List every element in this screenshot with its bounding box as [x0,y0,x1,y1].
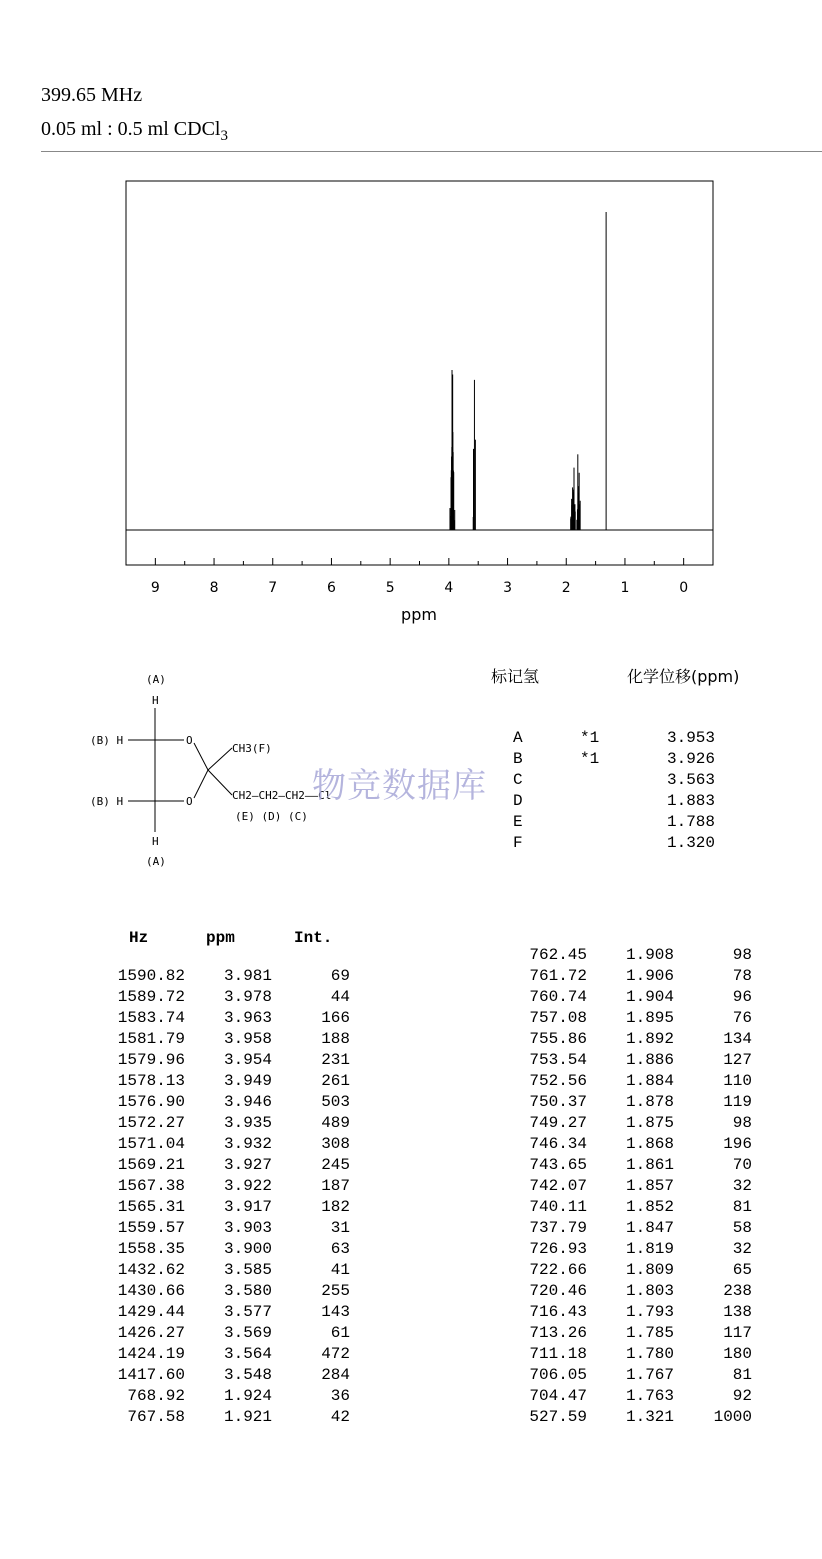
peak-hz: 726.93 [529,1240,587,1258]
peak-intensity: 143 [321,1303,350,1321]
peak-hz: 762.45 [529,946,587,964]
peak-intensity: 196 [723,1135,752,1153]
peak-ppm: 1.809 [625,1261,674,1279]
peak-hz: 753.54 [529,1051,587,1069]
peak-row [509,1219,769,1240]
label-positions: (E) (D) (C) [235,810,308,823]
x-tick-label: 9 [150,580,160,596]
peak-header-ppm: ppm [206,929,235,947]
peak-ppm: 3.580 [223,1282,272,1300]
label-o-bottom: O [186,795,193,808]
peak-ppm: 1.847 [625,1219,674,1237]
peak-ppm: 1.886 [625,1051,674,1069]
peak-intensity: 117 [723,1324,752,1342]
peak-ppm: 1.906 [625,967,674,985]
peak-row [509,1156,769,1177]
peak-intensity: 32 [732,1240,752,1258]
peak-ppm: 3.903 [223,1219,272,1237]
peak-hz: 742.07 [529,1177,587,1195]
assignment-label: F [513,834,523,852]
peak-hz: 1579.96 [117,1051,185,1069]
peak-row [509,1135,769,1156]
peak-hz: 706.05 [529,1366,587,1384]
peak-intensity: 166 [321,1009,350,1027]
assignment-label: D [513,792,523,810]
peak-row [107,1240,367,1261]
x-tick-label: 5 [385,580,395,596]
peak-hz: 1571.04 [117,1135,185,1153]
peak-ppm: 1.780 [625,1345,674,1363]
peak-hz: 750.37 [529,1093,587,1111]
peak-ppm: 1.793 [625,1303,674,1321]
assignment-note: *1 [580,750,600,768]
peak-ppm: 1.875 [625,1114,674,1132]
peak-ppm: 3.900 [223,1240,272,1258]
peak-row [509,1261,769,1282]
assignment-note: *1 [580,729,600,747]
label-a-bottom: (A) [146,855,166,868]
peak-hz: 737.79 [529,1219,587,1237]
peak-row [509,946,769,967]
spectrometer-frequency: 399.65 MHz [41,84,143,106]
peak-intensity: 98 [732,1114,752,1132]
peak-hz: 1424.19 [117,1345,185,1363]
peak-row [509,967,769,988]
peak-row [107,1324,367,1345]
peak-ppm: 1.895 [625,1009,674,1027]
structure-bonds [128,708,232,832]
peak-hz: 527.59 [529,1408,587,1426]
peak-intensity: 63 [330,1240,350,1258]
peak-row [509,1240,769,1261]
peak-row [509,1030,769,1051]
label-h-bottom: H [152,835,159,848]
peak-row [509,1408,769,1429]
peak-ppm: 3.922 [223,1177,272,1195]
peak-row [107,1198,367,1219]
peak-intensity: 255 [321,1282,350,1300]
assignment-row [513,834,725,855]
peak-hz: 752.56 [529,1072,587,1090]
label-a-top: (A) [146,673,166,686]
sample-subscript: 3 [220,128,228,144]
label-chain: CH2—CH2—CH2——Cl [232,789,332,802]
peak-row [107,1114,367,1135]
peak-ppm: 3.978 [223,988,272,1006]
peak-ppm: 1.884 [625,1072,674,1090]
peak-hz: 1432.62 [117,1261,185,1279]
peak-hz: 1429.44 [117,1303,185,1321]
peak-ppm: 3.981 [223,967,272,985]
peak-ppm: 1.868 [625,1135,674,1153]
peak-hz: 760.74 [529,988,587,1006]
x-axis-ticks [126,558,688,596]
peak-intensity: 134 [723,1030,752,1048]
peak-intensity: 127 [723,1051,752,1069]
peak-intensity: 489 [321,1114,350,1132]
peak-row [509,1387,769,1408]
peak-row [509,1051,769,1072]
x-tick-label: 1 [620,580,630,596]
peak-intensity: 110 [723,1072,752,1090]
peak-intensity: 81 [732,1198,752,1216]
watermark: 物竞数据库 [312,766,487,806]
spectrum-peaks [450,212,606,530]
assignment-row [513,771,725,792]
peak-hz: 704.47 [529,1387,587,1405]
peak-hz: 1581.79 [117,1030,185,1048]
label-o-top: O [186,734,193,747]
assignment-shift: 3.563 [667,771,716,789]
peak-hz: 749.27 [529,1114,587,1132]
peak-row [107,1366,367,1387]
peak-hz: 1430.66 [117,1282,185,1300]
x-tick-label: 6 [326,580,336,596]
assignment-row [513,813,725,834]
x-tick-label: 0 [679,580,689,596]
peak-header-hz: Hz [129,929,149,947]
peak-row [509,1345,769,1366]
peak-row [107,1261,367,1282]
peak-row [509,1177,769,1198]
peak-hz: 746.34 [529,1135,587,1153]
assignment-row [513,792,725,813]
peak-hz: 767.58 [127,1408,185,1426]
peak-ppm: 1.852 [625,1198,674,1216]
label-h-top: H [152,694,159,707]
assignment-label: B [513,750,523,768]
peak-hz: 768.92 [127,1387,185,1405]
peak-ppm: 3.917 [223,1198,272,1216]
peak-intensity: 1000 [713,1408,752,1426]
peak-ppm: 1.878 [625,1093,674,1111]
label-bh-bottom: (B) H [90,795,124,808]
x-tick-label: 8 [209,580,219,596]
peak-hz: 1576.90 [117,1093,185,1111]
peak-intensity: 41 [330,1261,350,1279]
peak-row [107,1156,367,1177]
peak-intensity: 98 [732,946,752,964]
peak-intensity: 61 [330,1324,350,1342]
assignment-shift: 1.788 [667,813,716,831]
peak-hz: 757.08 [529,1009,587,1027]
peak-row [107,1051,367,1072]
label-ch3f: CH3(F) [232,742,272,755]
peak-intensity: 42 [330,1408,350,1426]
peak-row [107,1408,367,1429]
peak-intensity: 69 [330,967,350,985]
peak-hz: 1578.13 [117,1072,185,1090]
peak-hz: 1558.35 [117,1240,185,1258]
peak-hz: 743.65 [529,1156,587,1174]
peak-row [509,1282,769,1303]
peak-ppm: 1.921 [223,1408,272,1426]
peak-intensity: 261 [321,1072,350,1090]
peak-ppm: 3.548 [223,1366,272,1384]
peak-row [107,988,367,1009]
peak-row [107,1387,367,1408]
peak-intensity: 188 [321,1030,350,1048]
peak-hz: 1567.38 [117,1177,185,1195]
peak-hz: 1417.60 [117,1366,185,1384]
nmr-spectrum-chart [0,0,822,640]
peak-ppm: 3.963 [223,1009,272,1027]
peak-row [107,1093,367,1114]
peak-hz: 716.43 [529,1303,587,1321]
peak-row [107,1072,367,1093]
peak-ppm: 3.927 [223,1156,272,1174]
peak-header-int: Int. [294,929,333,947]
peak-row [509,1114,769,1135]
peak-row [509,1324,769,1345]
peak-intensity: 76 [732,1009,752,1027]
assignment-row [513,729,725,750]
peak-intensity: 182 [321,1198,350,1216]
peak-row [509,1093,769,1114]
peak-ppm: 1.857 [625,1177,674,1195]
assignment-label: E [513,813,523,831]
peak-intensity: 81 [732,1366,752,1384]
peak-ppm: 1.904 [625,988,674,1006]
peak-ppm: 3.958 [223,1030,272,1048]
peak-ppm: 3.954 [223,1051,272,1069]
x-tick-label: 4 [444,580,454,596]
peak-ppm: 3.946 [223,1093,272,1111]
peak-hz: 755.86 [529,1030,587,1048]
peak-intensity: 503 [321,1093,350,1111]
peak-intensity: 180 [723,1345,752,1363]
peak-hz: 1590.82 [117,967,185,985]
peak-ppm: 1.924 [223,1387,272,1405]
peak-row [107,1009,367,1030]
peak-hz: 761.72 [529,967,587,985]
peak-intensity: 308 [321,1135,350,1153]
peak-intensity: 92 [732,1387,752,1405]
assignment-label: A [513,729,523,747]
peak-ppm: 1.767 [625,1366,674,1384]
label-bh-top: (B) H [90,734,124,747]
peak-row [107,1177,367,1198]
peak-hz: 1572.27 [117,1114,185,1132]
peak-intensity: 70 [732,1156,752,1174]
peak-row [107,1303,367,1324]
peak-ppm: 3.949 [223,1072,272,1090]
peak-ppm: 3.564 [223,1345,272,1363]
peak-hz: 711.18 [529,1345,587,1363]
peak-ppm: 1.861 [625,1156,674,1174]
assignment-header-shift: 化学位移(ppm) [627,667,740,686]
peak-ppm: 3.585 [223,1261,272,1279]
assignment-shift: 1.883 [667,792,716,810]
peak-ppm: 3.569 [223,1324,272,1342]
x-tick-label: 3 [503,580,513,596]
peak-row [509,1366,769,1387]
peak-row [107,1345,367,1366]
peak-ppm: 1.763 [625,1387,674,1405]
peak-intensity: 238 [723,1282,752,1300]
assignment-shift: 1.320 [667,834,716,852]
peak-row [107,1219,367,1240]
assignment-header-label: 标记氢 [491,667,540,686]
peak-ppm: 1.892 [625,1030,674,1048]
peak-intensity: 31 [330,1219,350,1237]
peak-intensity: 32 [732,1177,752,1195]
assignment-shift: 3.926 [667,750,716,768]
peak-hz: 722.66 [529,1261,587,1279]
assignment-shift: 3.953 [667,729,716,747]
peak-intensity: 284 [321,1366,350,1384]
peak-intensity: 119 [723,1093,752,1111]
peak-row [509,1303,769,1324]
peak-row [107,1135,367,1156]
peak-ppm: 1.785 [625,1324,674,1342]
peak-intensity: 245 [321,1156,350,1174]
peak-intensity: 472 [321,1345,350,1363]
peak-hz: 1569.21 [117,1156,185,1174]
peak-hz: 1559.57 [117,1219,185,1237]
peak-intensity: 231 [321,1051,350,1069]
peak-intensity: 78 [732,967,752,985]
assignment-label: C [513,771,523,789]
x-axis-label: ppm [401,605,437,624]
peak-intensity: 96 [732,988,752,1006]
peak-ppm: 1.321 [625,1408,674,1426]
x-tick-label: 2 [561,580,571,596]
peak-ppm: 1.803 [625,1282,674,1300]
peak-hz: 1565.31 [117,1198,185,1216]
peak-hz: 720.46 [529,1282,587,1300]
peak-hz: 740.11 [529,1198,587,1216]
peak-row [107,967,367,988]
plot-frame [126,181,713,565]
peak-hz: 1583.74 [117,1009,185,1027]
peak-intensity: 36 [330,1387,350,1405]
sample-text: 0.05 ml : 0.5 ml CDCl [41,118,221,140]
x-tick-label: 7 [268,580,278,596]
peak-ppm: 1.908 [625,946,674,964]
peak-ppm: 1.819 [625,1240,674,1258]
peak-intensity: 65 [732,1261,752,1279]
peak-row [509,1009,769,1030]
peak-row [107,1282,367,1303]
peak-hz: 713.26 [529,1324,587,1342]
peak-intensity: 58 [732,1219,752,1237]
peak-ppm: 3.932 [223,1135,272,1153]
peak-hz: 1426.27 [117,1324,185,1342]
peak-row [509,988,769,1009]
peak-hz: 1589.72 [117,988,185,1006]
peak-intensity: 44 [330,988,350,1006]
peak-ppm: 3.577 [223,1303,272,1321]
peak-ppm: 3.935 [223,1114,272,1132]
peak-row [509,1198,769,1219]
peak-row [107,1030,367,1051]
assignment-row [513,750,725,771]
peak-intensity: 138 [723,1303,752,1321]
peak-intensity: 187 [321,1177,350,1195]
peak-row [509,1072,769,1093]
